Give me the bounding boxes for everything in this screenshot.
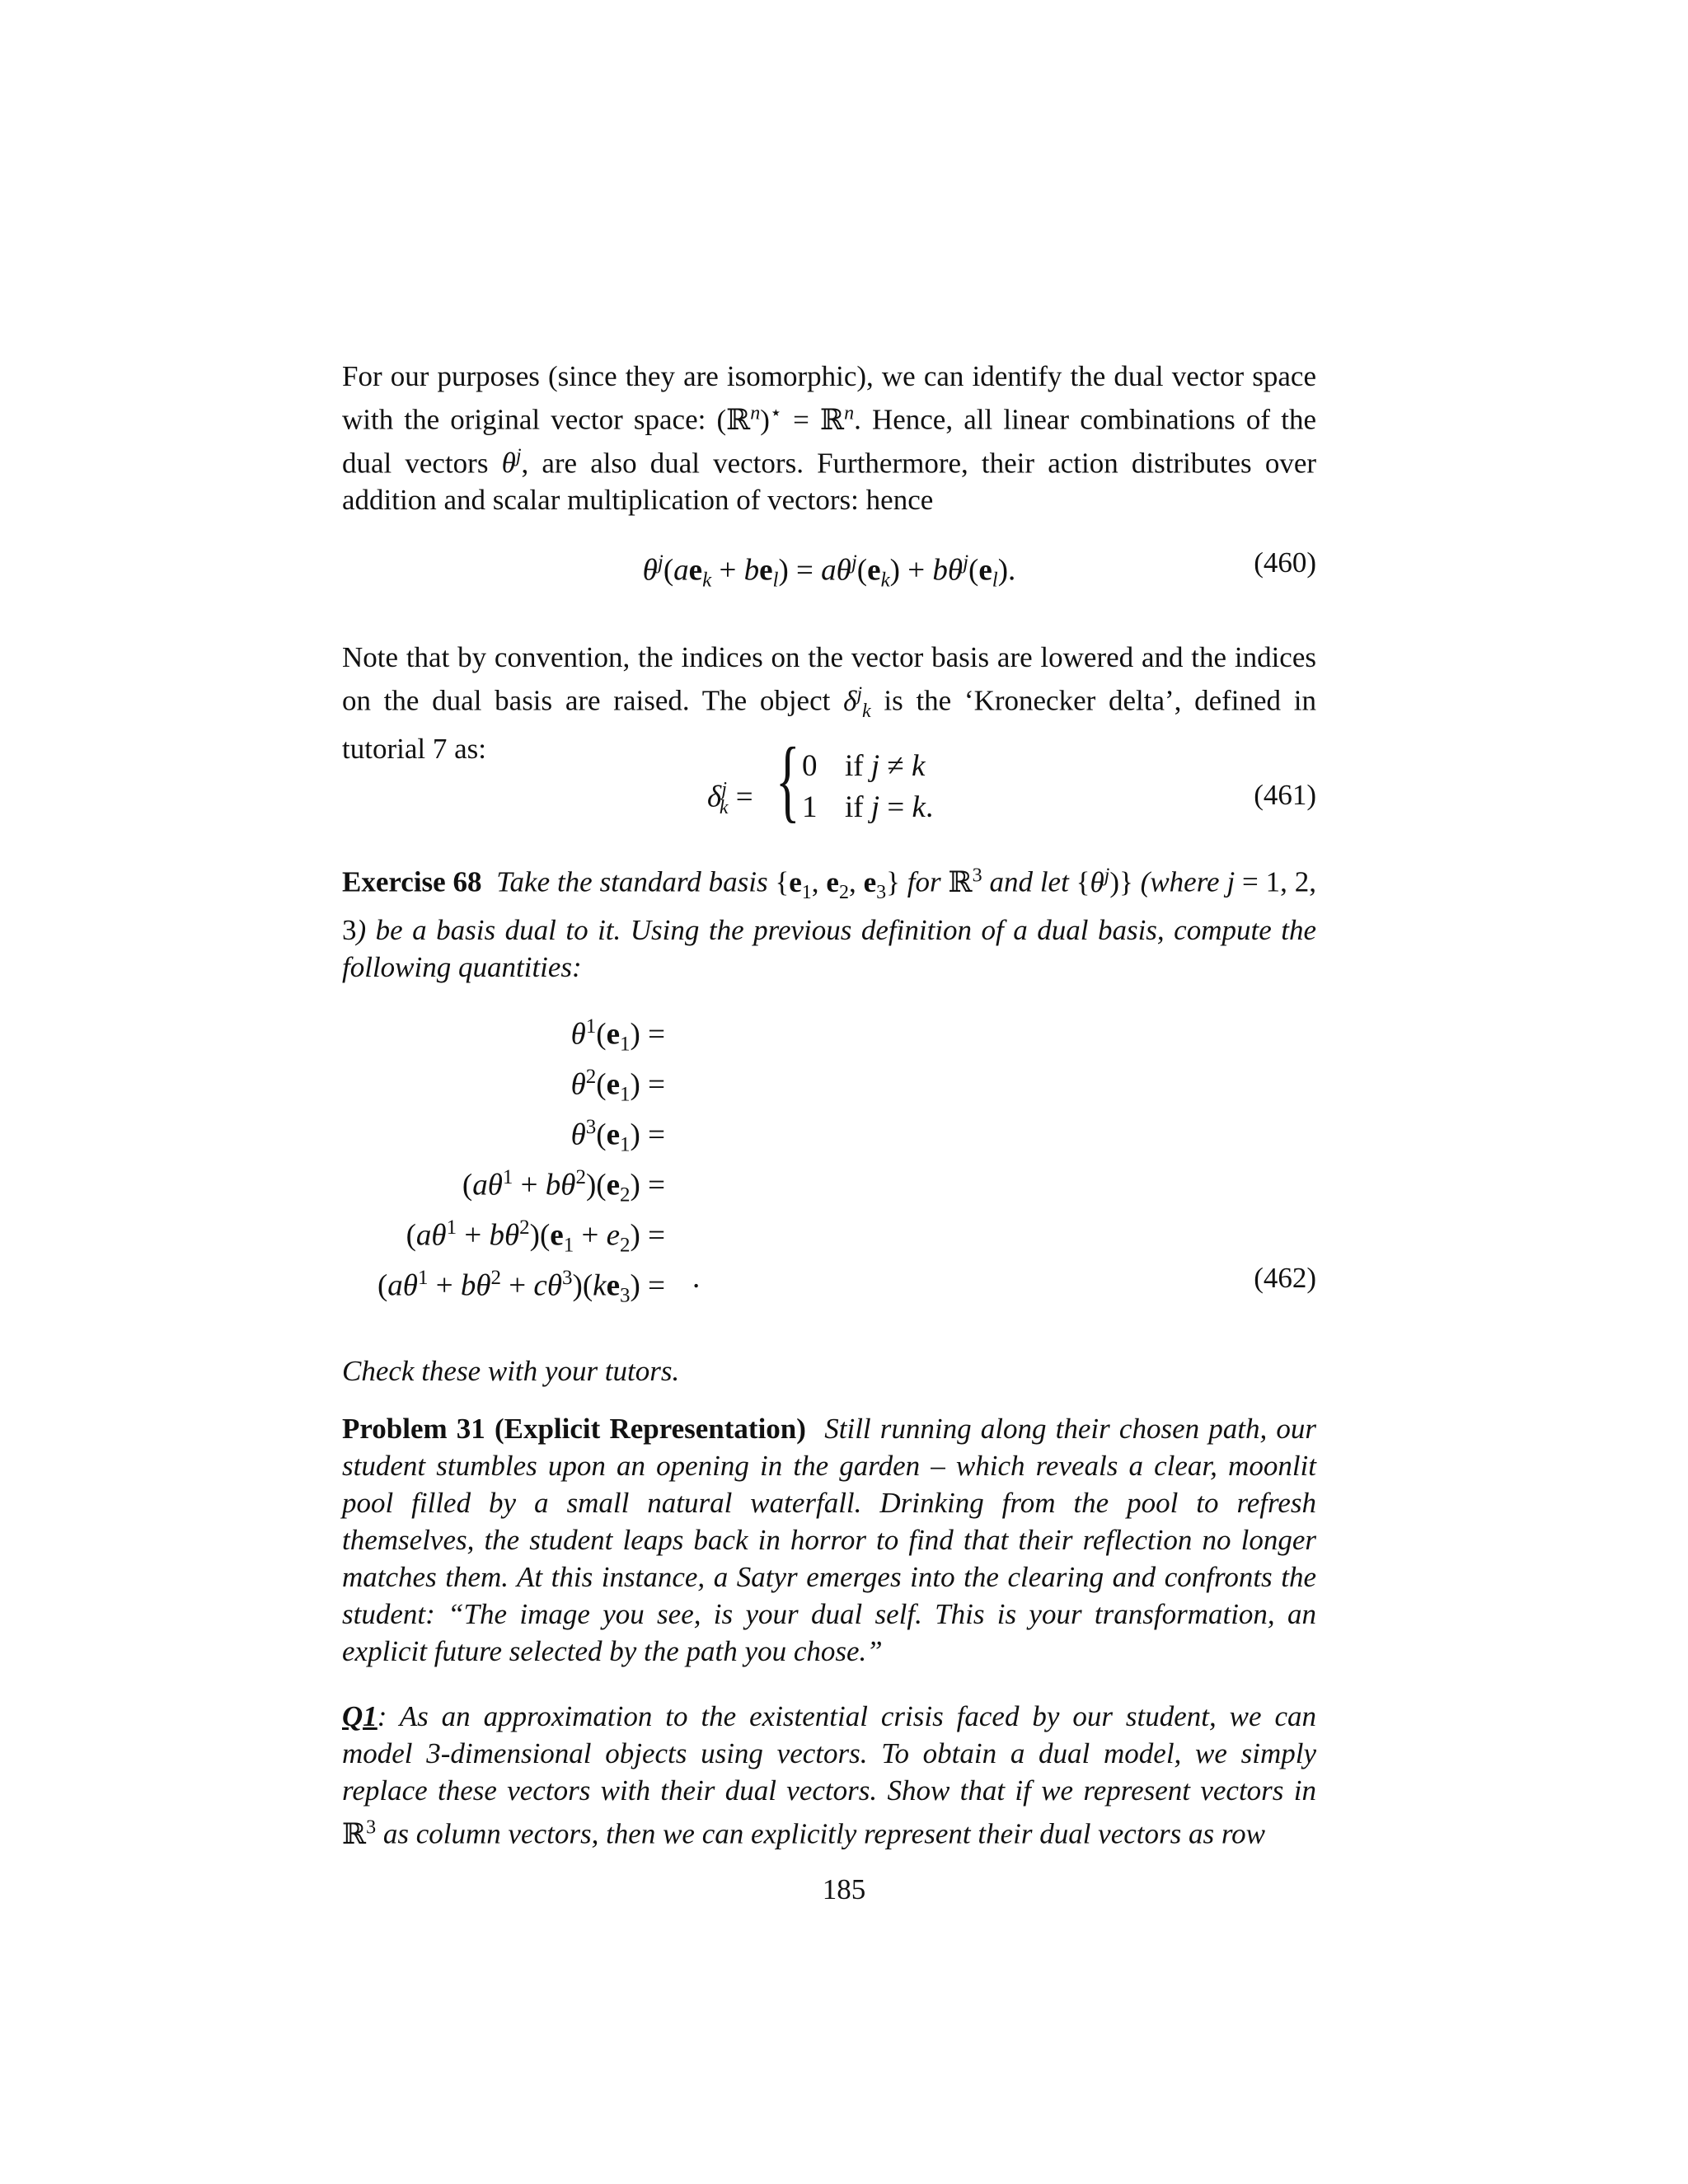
exercise-text-b: for — [907, 865, 941, 898]
standard-basis-math: {$e_1$, $e_2$, $e_3$} — [775, 865, 900, 903]
exercise-68 — [342, 857, 1316, 986]
paragraph-2-text-b: is the ‘Kronecker delta’, defined in tutorial 7 as: — [342, 684, 1316, 765]
case-row-2: 1 if j = k. — [802, 790, 934, 824]
dual-space-identity-math: (ℝ$^n$)⋆ = ℝ$^n$ — [716, 402, 855, 436]
q1-label: Q1 — [342, 1700, 377, 1732]
exercise-text-d: (where — [1140, 865, 1220, 898]
exercise-text-a: Take the standard basis — [496, 865, 768, 898]
page-number: 185 — [822, 1873, 866, 1905]
aligned-line-3: $\theta^3(e_1)$ = — [570, 1116, 665, 1156]
equation-462 — [342, 1001, 1316, 1307]
paragraph-1-text-b: . Hence, all linear combinations of the dual vectors — [342, 403, 1316, 480]
aligned-line-2: $\theta^2(e_1)$ = — [570, 1066, 665, 1106]
kronecker-delta-lhs: $\delta^j_k$ = — [707, 779, 753, 818]
equation-460-body: $\theta^j(ae_k + be_l) = a\theta^j(e_k) + b\theta^j(e_l)$. — [642, 551, 1016, 592]
exercise-label: Exercise 68 — [342, 865, 482, 898]
equation-462-dot: . — [692, 1261, 701, 1295]
paragraph-2-text-a: Note that by convention, the indices on the vector basis are lowered and the indices on the dual basis are raised. The object — [342, 641, 1316, 717]
problem-text: Still running along their chosen path, our student stumbles upon an opening in the garden – which reveals a clear, moonlit pool filled by a small natural waterfall. Drinking from the pool to refresh themselves, the student leaps back in horror to find that their reflection no longer matches them. At this instance, a Satyr emerges into the clearing and confronts the student: “The image you see, is your dual self. This is your transformation, an explicit future selected by the path you chose.” — [342, 1413, 1317, 1667]
aligned-line-1: $\theta^1(e_1)$ = — [570, 1015, 665, 1056]
equation-460 — [342, 538, 1316, 592]
dual-vector-theta-j-math: $\theta^j$ — [501, 445, 522, 480]
check-text: Check these with your tutors. — [342, 1355, 680, 1387]
q1-text-b: as column vectors, then we can explicitly represent their dual vectors as row — [382, 1817, 1266, 1850]
aligned-line-6: $(a\theta^1 + b\theta^2 + c\theta^3)(ke_3)$ = . (462) — [342, 1253, 1316, 1303]
check-with-tutors — [342, 1352, 1316, 1390]
case-row-1: 0 if j ≠ k — [802, 749, 926, 783]
equation-461-number: (461) — [1254, 779, 1316, 811]
dual-basis-set-math: $\{\theta^j)$} — [1076, 865, 1133, 898]
cases-brace: { — [776, 729, 800, 832]
q1-r3-math: ℝ$^3$ — [342, 1816, 377, 1850]
problem-31 — [342, 1410, 1316, 1670]
r3-math: ℝ$^3$ — [948, 865, 982, 898]
exercise-text-e: ) be a basis dual to it. Using the previous definition of a dual basis, compute the following quantities: — [342, 913, 1316, 983]
paragraph-dual-space-intro — [342, 358, 1316, 518]
index-range-math: j = 1, 2, 3 — [342, 865, 1316, 946]
question-q1 — [342, 1698, 1316, 1853]
kronecker-delta-math: $\delta^j_k$ — [843, 683, 871, 722]
q1-text-a: : As an approximation to the existential crisis faced by our student, we can model 3-dimensional objects using vectors. To obtain a dual model, we simply replace these vectors with their dual vectors. Show that if we represent vectors in — [342, 1700, 1316, 1807]
aligned-line-5: $(a\theta^1 + b\theta^2)(e_1 + e_2)$ = — [406, 1216, 665, 1257]
exercise-text-c: and let — [989, 865, 1069, 898]
equation-462-number: (462) — [1254, 1262, 1316, 1294]
problem-label: Problem 31 (Explicit Representation) — [342, 1413, 806, 1445]
equation-460-number: (460) — [1254, 546, 1316, 579]
paragraph-1-text-c: , are also dual vectors. Furthermore, their action distributes over addition and scalar multiplication of vectors: hence — [342, 447, 1317, 517]
paragraph-1-text-a: For our purposes (since they are isomorphic), we can identify the dual vector space with the original vector space: — [342, 360, 1316, 436]
aligned-line-4: $(a\theta^1 + b\theta^2)(e_2)$ = — [462, 1166, 665, 1207]
equation-461-number-row — [342, 771, 1316, 820]
